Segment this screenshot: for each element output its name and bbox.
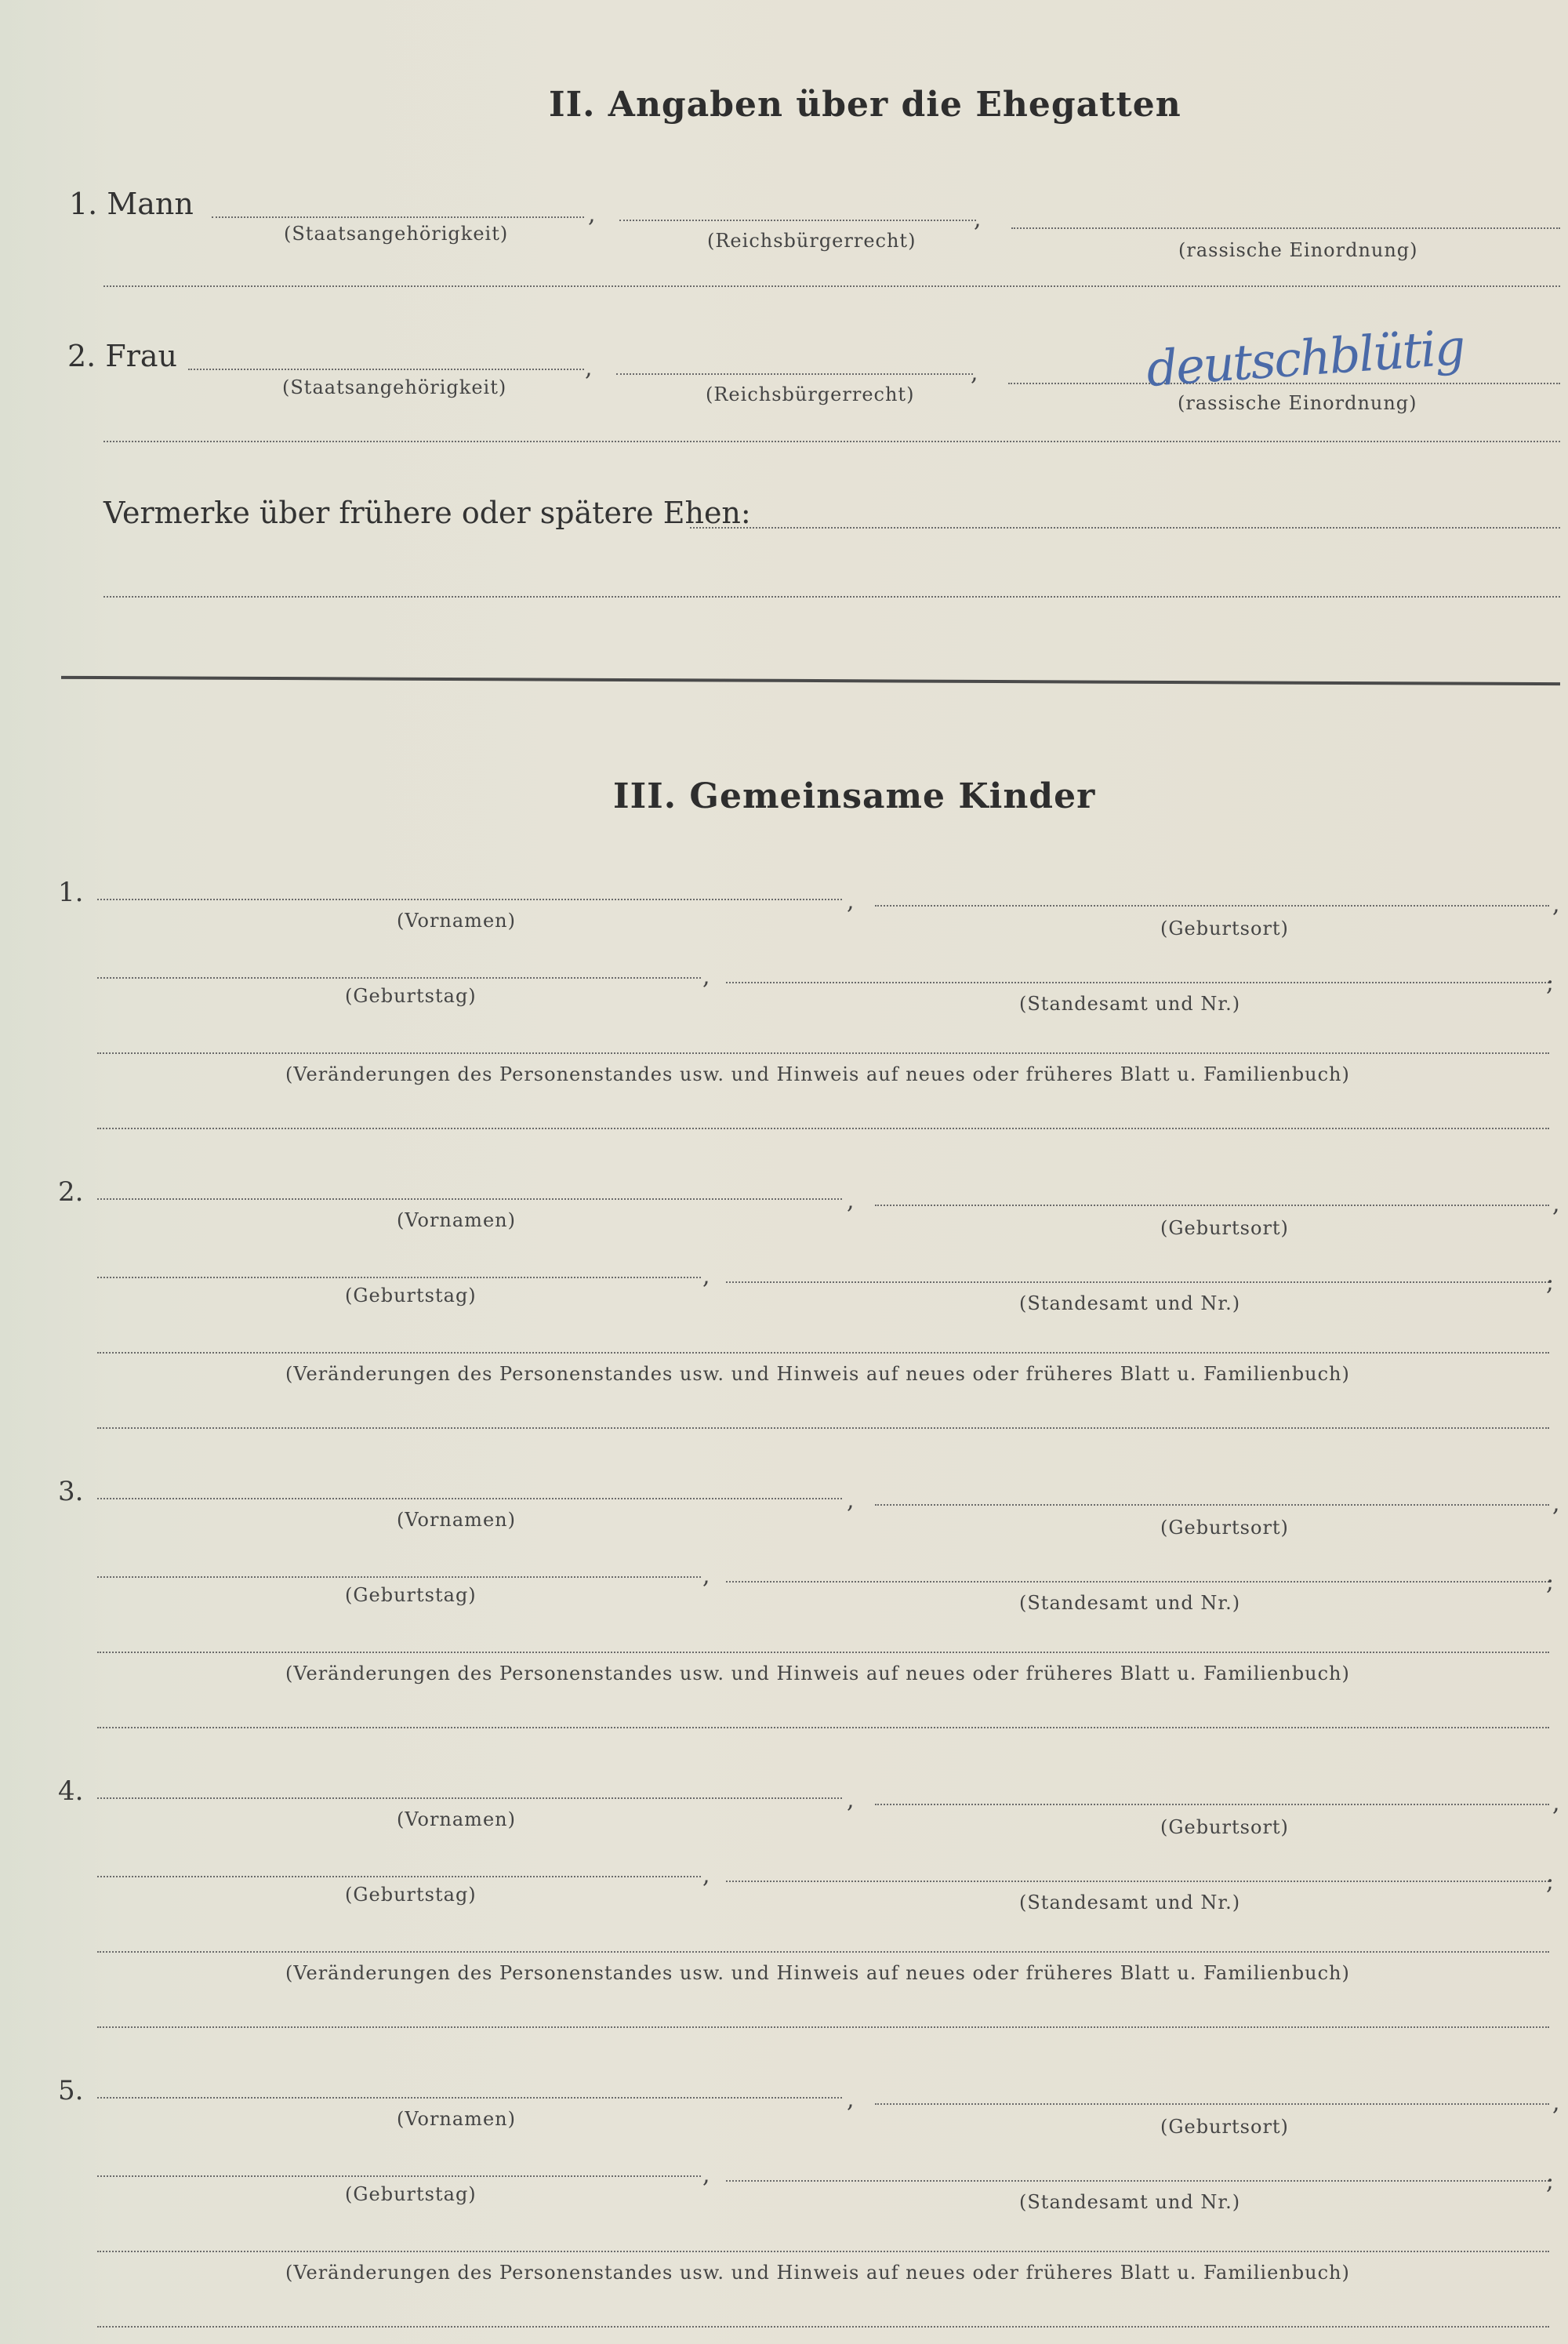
caption-reichsbuergerrecht: (Reichsbürgerrecht) [706, 383, 915, 405]
veraenderungen-field[interactable] [97, 1652, 1549, 1653]
caption-reichsbuergerrecht: (Reichsbürgerrecht) [707, 230, 916, 252]
child-number: 2. [58, 1176, 84, 1208]
geburtstag-field[interactable] [97, 1876, 701, 1877]
caption-geburtstag: (Geburtstag) [345, 985, 477, 1007]
veraenderungen-field[interactable] [97, 1352, 1549, 1354]
comma: , [588, 201, 596, 228]
child-number: 4. [58, 1775, 84, 1807]
geburtsort-field[interactable] [875, 1504, 1549, 1506]
section-iii-title: III. Gemeinsame Kinder [613, 776, 1096, 816]
geburtsort-field[interactable] [875, 2103, 1549, 2105]
caption-geburtsort: (Geburtsort) [1160, 918, 1289, 939]
comma: , [1552, 891, 1560, 918]
comma: , [974, 205, 982, 233]
mann-reichsbuergerrecht-field[interactable] [619, 220, 976, 221]
standesamt-field[interactable] [726, 1881, 1549, 1882]
veraenderungen-continuation-line[interactable] [97, 1128, 1549, 1129]
mann-continuation-line[interactable] [103, 285, 1560, 287]
comma: , [847, 1786, 855, 1814]
caption-geburtsort: (Geburtsort) [1160, 2116, 1289, 2138]
comma: , [847, 1187, 855, 1215]
veraenderungen-continuation-line[interactable] [97, 1427, 1549, 1429]
vermerke-continuation-line[interactable] [103, 596, 1560, 598]
comma: , [1552, 1190, 1560, 1218]
veraenderungen-continuation-line[interactable] [97, 2026, 1549, 2028]
caption-geburtsort: (Geburtsort) [1160, 1517, 1289, 1539]
caption-geburtsort: (Geburtsort) [1160, 1816, 1289, 1838]
comma: , [702, 963, 710, 990]
comma: , [702, 1862, 710, 1889]
geburtsort-field[interactable] [875, 905, 1549, 907]
caption-rassische-einordnung: (rassische Einordnung) [1178, 239, 1418, 261]
frau-reichsbuergerrecht-field[interactable] [616, 373, 973, 375]
comma: , [847, 888, 855, 915]
caption-veraenderungen: (Veränderungen des Personenstandes usw. und Hinweis auf neues oder früheres Blatt u. Familienbuch) [285, 1962, 1350, 1984]
comma: , [1552, 2089, 1560, 2117]
vornamen-field[interactable] [97, 1198, 842, 1200]
geburtstag-field[interactable] [97, 1576, 701, 1578]
veraenderungen-field[interactable] [97, 1052, 1549, 1054]
veraenderungen-field[interactable] [97, 1951, 1549, 1953]
caption-standesamt: (Standesamt und Nr.) [1019, 1292, 1241, 1314]
caption-geburtstag: (Geburtstag) [345, 1285, 477, 1306]
caption-veraenderungen: (Veränderungen des Personenstandes usw. und Hinweis auf neues oder früheres Blatt u. Familienbuch) [285, 1663, 1350, 1684]
comma: , [702, 2161, 710, 2189]
veraenderungen-continuation-line[interactable] [97, 2326, 1549, 2328]
veraenderungen-field[interactable] [97, 2251, 1549, 2252]
caption-vornamen: (Vornamen) [397, 1209, 516, 1231]
comma: , [971, 359, 978, 387]
caption-veraenderungen: (Veränderungen des Personenstandes usw. und Hinweis auf neues oder früheres Blatt u. Familienbuch) [285, 1363, 1350, 1385]
mann-label: 1. Mann [69, 187, 194, 221]
comma: , [1552, 1790, 1560, 1817]
comma: , [585, 354, 593, 382]
geburtstag-field[interactable] [97, 1277, 701, 1278]
caption-standesamt: (Standesamt und Nr.) [1019, 993, 1241, 1015]
vermerke-field[interactable] [690, 527, 1560, 529]
geburtstag-field[interactable] [97, 977, 701, 979]
standesamt-field[interactable] [726, 1281, 1549, 1283]
comma: , [1552, 1490, 1560, 1517]
comma: , [847, 1487, 855, 1514]
geburtstag-field[interactable] [97, 2175, 701, 2177]
vermerke-label: Vermerke über frühere oder spätere Ehen: [103, 496, 751, 530]
caption-vornamen: (Vornamen) [397, 2108, 516, 2130]
standesamt-field[interactable] [726, 982, 1549, 983]
caption-vornamen: (Vornamen) [397, 1808, 516, 1830]
mann-staatsangehoerigkeit-field[interactable] [212, 216, 584, 218]
section-ii-title: II. Angaben über die Ehegatten [549, 85, 1181, 125]
caption-veraenderungen: (Veränderungen des Personenstandes usw. und Hinweis auf neues oder früheres Blatt u. Familienbuch) [285, 2262, 1350, 2284]
mann-rassische-einordnung-field[interactable] [1011, 227, 1560, 229]
caption-standesamt: (Standesamt und Nr.) [1019, 2191, 1241, 2213]
comma: , [847, 2086, 855, 2113]
semicolon: ; [1546, 1568, 1555, 1596]
semicolon: ; [1546, 2168, 1555, 2195]
frau-label: 2. Frau [67, 339, 177, 373]
section-divider [61, 676, 1560, 685]
caption-geburtsort: (Geburtsort) [1160, 1217, 1289, 1239]
geburtsort-field[interactable] [875, 1804, 1549, 1805]
semicolon: ; [1546, 969, 1555, 997]
caption-standesamt: (Standesamt und Nr.) [1019, 1892, 1241, 1913]
frau-rassische-einordnung-value: deutschblütig [1144, 318, 1466, 398]
vornamen-field[interactable] [97, 1797, 842, 1799]
semicolon: ; [1546, 1269, 1555, 1296]
frau-continuation-line[interactable] [103, 441, 1560, 442]
vornamen-field[interactable] [97, 899, 842, 900]
caption-geburtstag: (Geburtstag) [345, 1884, 477, 1906]
vornamen-field[interactable] [97, 1498, 842, 1499]
caption-vornamen: (Vornamen) [397, 1509, 516, 1531]
comma: , [702, 1562, 710, 1590]
veraenderungen-continuation-line[interactable] [97, 1727, 1549, 1728]
semicolon: ; [1546, 1868, 1555, 1895]
child-number: 5. [58, 2075, 84, 2106]
standesamt-field[interactable] [726, 1581, 1549, 1583]
geburtsort-field[interactable] [875, 1205, 1549, 1206]
caption-standesamt: (Standesamt und Nr.) [1019, 1592, 1241, 1614]
child-number: 3. [58, 1476, 84, 1507]
frau-staatsangehoerigkeit-field[interactable] [188, 369, 584, 370]
caption-staatsangehoerigkeit: (Staatsangehörigkeit) [282, 376, 507, 398]
standesamt-field[interactable] [726, 2180, 1549, 2182]
caption-geburtstag: (Geburtstag) [345, 1584, 477, 1606]
caption-rassische-einordnung: (rassische Einordnung) [1178, 392, 1417, 414]
vornamen-field[interactable] [97, 2097, 842, 2099]
caption-geburtstag: (Geburtstag) [345, 2183, 477, 2205]
caption-vornamen: (Vornamen) [397, 910, 516, 932]
comma: , [702, 1263, 710, 1290]
caption-veraenderungen: (Veränderungen des Personenstandes usw. und Hinweis auf neues oder früheres Blatt u. Familienbuch) [285, 1063, 1350, 1085]
child-number: 1. [58, 877, 84, 908]
caption-staatsangehoerigkeit: (Staatsangehörigkeit) [284, 223, 509, 245]
